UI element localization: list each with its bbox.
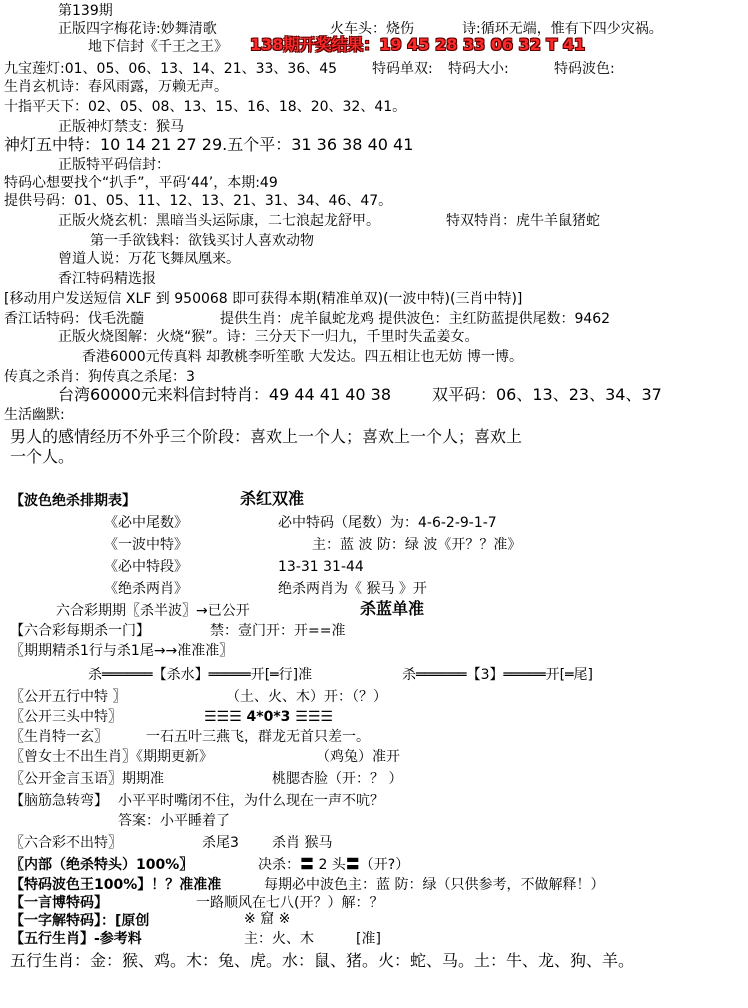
riddle-answer: 答案：小平睡着了 <box>118 813 230 829</box>
odd-even: 特码单双: <box>372 61 433 77</box>
zodiac-mystery-label: 〖生肖特一玄〗 <box>10 729 108 745</box>
zodiac-mystery-value: 一石五叶三燕飞，群龙无首只差一。 <box>146 729 370 745</box>
three-head-value: ☰☰☰ 4*0*3 ☰☰☰ <box>204 709 333 725</box>
riddle-label: 【脑筋急转弯】 <box>10 793 108 809</box>
zeng-says: 曾道人说：万花飞舞凤凰来。 <box>58 251 240 267</box>
precise-kill: 〖期期精杀1行与杀1尾→→准准准〗 <box>10 643 234 659</box>
wave-color: 特码波色: <box>554 61 615 77</box>
kill-tail-3: 杀尾3 <box>202 835 239 851</box>
inside-kill-label: 〖内部（绝杀特头）100%〗 <box>10 857 194 873</box>
kill-zodiac: 杀肖 猴马 <box>272 835 333 851</box>
train-head: 火车头：烧伤 <box>330 21 414 37</box>
ms-zeng-label: 〖曾女士不出生肖〗《期期更新》 <box>10 749 213 765</box>
issue-number: 第139期 <box>58 3 113 19</box>
double-flat: 双平码：06、13、23、34、37 <box>432 385 662 404</box>
one-word-label: 【一言博特码】 <box>10 895 108 911</box>
cycle-poem: 诗:循环无端，惟有下四少灾祸。 <box>462 21 663 37</box>
draw-result: 138期开奖结果：19 45 28 33 06 32 T 41 <box>250 35 586 54</box>
five-zodiac-main: 主：火、木 <box>244 931 314 947</box>
riddle-question: 小平平时嘴闭不住，为什么现在一声不吭？ <box>118 793 384 809</box>
humor-title: 生活幽默: <box>4 407 65 423</box>
provided-zodiac: 提供生肖：虎羊鼠蛇龙鸡 提供波色：主红防蓝提供尾数：9462 <box>220 311 611 327</box>
segment-value: 13-31 31-44 <box>278 559 364 575</box>
no-special-label: 〖六合彩不出特〗 <box>10 835 122 851</box>
wave-label: 《一波中特》 <box>104 537 188 553</box>
wave-kill-table: 【波色绝杀排期表】 <box>10 493 136 509</box>
gate-value: 禁：壹门开：开==准 <box>210 623 346 639</box>
kill-tail: 杀══════【3】═════开[═尾] <box>402 667 593 683</box>
plum-poem: 正版四字梅花诗:妙舞清歌 <box>58 21 217 37</box>
golden-words-label: 〖公开金言玉语〗期期准 <box>10 771 164 787</box>
sms-promo: [移动用户发送短信 XLF 到 950068 即可获得本期(精准单双)(一波中特)(三肖中特)] <box>4 291 523 307</box>
ten-fingers: 十指平天下：02、05、08、13、15、16、18、20、32、41。 <box>4 99 407 115</box>
half-wave: 六合彩期期〖杀半波〗→已公开 <box>56 603 250 619</box>
kill-one-gate: 【六合彩每期杀一门】 <box>10 623 150 639</box>
fax-kill: 传真之杀肖：狗传真之杀尾：3 <box>4 369 195 385</box>
five-element-value: （土、火、木）开：（？） <box>226 689 387 705</box>
special-zodiac: 特双特肖：虎牛羊鼠猪蛇 <box>446 213 600 229</box>
hk-select: 香江特码精选报 <box>58 271 156 287</box>
pickpocket: 特码心想要找个“扒手”，平码‘44’，本期:49 <box>4 175 278 191</box>
hk-fax: 香港6000元传真料 却教桃李听笙歌 大发达。四五相让也无妨 博一博。 <box>82 349 523 365</box>
lotus-lamp: 九宝莲灯:01、05、06、13、14、21、33、36、45 <box>4 61 338 77</box>
one-word-value: 一路顺风在七八(开？）解：？ <box>196 895 384 911</box>
kill-red: 杀红双准 <box>240 489 305 508</box>
humor-line-1: 男人的感情经历不外乎三个阶段：喜欢上一个人；喜欢上一个人；喜欢上 <box>10 427 523 446</box>
flat-envelope: 正版特平码信封： <box>58 157 170 173</box>
five-zodiac-label: 【五行生肖】-参考料 <box>10 931 142 947</box>
one-char-value: ※ 窟 ※ <box>244 911 291 927</box>
lamp-ban: 正版神灯禁支：猴马 <box>58 119 184 135</box>
tail-label: 《必中尾数》 <box>104 515 188 531</box>
three-head-label: 〖公开三头中特〗 <box>10 709 122 725</box>
wave-king-value: 每期必中波色主：蓝 防：绿（只供参考，不做解释！） <box>264 877 605 893</box>
big-small: 特码大小: <box>448 61 509 77</box>
ms-zeng-value: （鸡兔）准开 <box>316 749 400 765</box>
five-element-label: 〖公开五行中特 〗 <box>10 689 127 705</box>
underground-envelope: 地下信封《千王之王》 <box>88 39 228 55</box>
fire-diagram: 正版火烧图解：火烧“猴”。诗：三分天下一归九，千里时失孟姜女。 <box>58 329 479 345</box>
segment-label: 《必中特段》 <box>104 559 188 575</box>
taiwan-envelope: 台湾60000元来料信封特肖：49 44 41 40 38 <box>58 385 392 404</box>
first-hand: 第一手欲钱料：欲钱买讨人喜欢动物 <box>90 233 314 249</box>
provided-numbers: 提供号码：01、05、11、12、13、21、31、34、46、47。 <box>4 193 393 209</box>
humor-line-2: 一个人。 <box>10 447 75 466</box>
hk-talk: 香江话特码：伐毛洗髓 <box>4 311 144 327</box>
wave-king-label: 【特码波色王100%】！？准准准 <box>10 877 222 893</box>
kill-two-label: 《绝杀两肖》 <box>104 581 188 597</box>
kill-two-value: 绝杀两肖为《 猴马 》开 <box>278 581 427 597</box>
kill-water: 杀══════【杀水】═════开[═行]准 <box>88 667 313 683</box>
five-zodiac-accurate: [准] <box>356 931 381 947</box>
five-zodiac-list: 五行生肖：金：猴、鸡。木：兔、虎。水：鼠、猪。火：蛇、马。土：牛、龙、狗、羊。 <box>10 951 635 970</box>
kill-blue: 杀蓝单准 <box>360 599 425 618</box>
fire-mystery: 正版火烧玄机：黑暗当头运际康，二七浪起龙舒甲。 <box>58 213 380 229</box>
wave-value: 主：蓝 波 防：绿 波《开？？准》 <box>312 537 522 553</box>
golden-words-value: 桃腮杏脸（开：？ ） <box>272 771 403 787</box>
tail-value: 必中特码（尾数）为：4-6-2-9-1-7 <box>278 515 497 531</box>
zodiac-poem: 生肖玄机诗：春风雨露，万赖无声。 <box>4 79 228 95</box>
one-char-label: 【一字解特码】：[原创 <box>10 913 150 929</box>
inside-kill-value: 决杀：〓 2 头〓（开?） <box>258 857 410 873</box>
lamp-five: 神灯五中特：10 14 21 27 29.五个平：31 36 38 40 41 <box>4 135 414 154</box>
